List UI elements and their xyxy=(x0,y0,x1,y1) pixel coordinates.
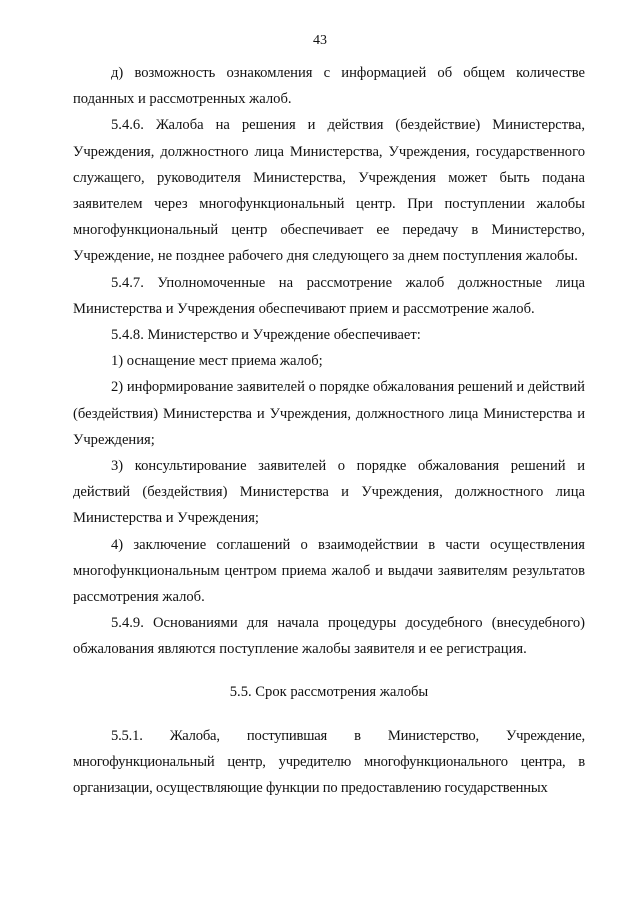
paragraph-5-4-8: 5.4.8. Министерство и Учреждение обеспечивает: xyxy=(111,327,421,344)
paragraph-5-5-1: 5.5.1. Жалоба, поступившая в Министерство, Учреждение, многофункциональный центр, учредителю многофункционального центра, в организации, осуществляющие функции по предоставлению государственных xyxy=(73,727,585,797)
document-body xyxy=(73,60,585,801)
list-item-2: 2) информирование заявителей о порядке обжалования решений и действий (бездействия) Министерства и Учреждения, должностного лица Министерства и Учреждения; xyxy=(73,379,585,448)
list-item-1: 1) оснащение мест приема жалоб; xyxy=(111,353,323,370)
paragraph-5-4-7: 5.4.7. Уполномоченные на рассмотрение жалоб должностные лица Министерства и Учреждения обеспечивают прием и рассмотрение жалоб. xyxy=(73,274,585,317)
paragraph-5-4-6: 5.4.6. Жалоба на решения и действия (бездействие) Министерства, Учреждения, должностного лица Министерства, Учреждения, государственного служащего, руководителя Министерства, Учреждения может быть подана заявителем через многофункциональный центр. При поступлении жалобы многофункциональный центр обеспечивает ее передачу в Министерство, Учреждение, не позднее рабочего дня следующего за днем поступления жалобы. xyxy=(73,117,585,265)
page-number: 43 xyxy=(313,33,327,48)
paragraph-item-d: д) возможность ознакомления с информацией об общем количестве поданных и рассмотренных жалоб. xyxy=(73,65,585,108)
list-item-3: 3) консультирование заявителей о порядке обжалования решений и действий (бездействия) Министерства и Учреждения, должностного лица Министерства и Учреждения; xyxy=(73,458,585,527)
section-heading: 5.5. Срок рассмотрения жалобы xyxy=(229,683,429,700)
list-item-4: 4) заключение соглашений о взаимодействии в части осуществления многофункциональным центром приема жалоб и выдачи заявителям результатов рассмотрения жалоб. xyxy=(73,536,585,606)
paragraph-5-4-9: 5.4.9. Основаниями для начала процедуры досудебного (внесудебного) обжалования являются поступление жалобы заявителя и ее регистрация. xyxy=(73,615,585,658)
